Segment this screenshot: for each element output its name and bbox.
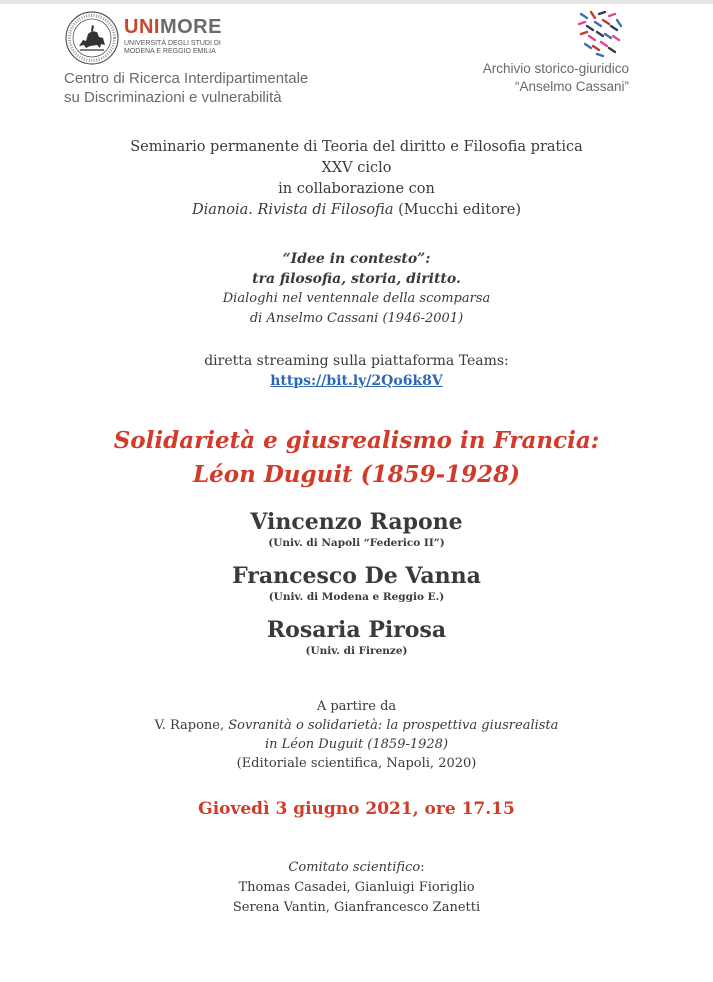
unimore-name: UNIMORE — [124, 16, 222, 38]
committee-members-1: Thomas Casadei, Gianluigi Fioriglio — [238, 880, 475, 895]
book-title-1: Sovranità o solidarietà: la prospettiva giusrealista — [228, 718, 559, 733]
series-sub-2: di Anselmo Cassani (1946-2001) — [249, 311, 464, 326]
book-intro: A partire da — [316, 699, 397, 714]
seminar-collaboration: in collaborazione con — [278, 181, 435, 197]
archivio-bird-logo — [573, 8, 627, 60]
seminar-journal-line — [0, 200, 713, 221]
speaker-affiliation: (Univ. di Modena e Reggio E.) — [268, 591, 445, 603]
streaming-info — [0, 351, 713, 391]
committee-label-line: Comitato scientifico: — [288, 860, 425, 875]
unimore-seal-logo — [64, 10, 120, 66]
seminar-cycle: XXV ciclo — [321, 160, 392, 176]
series-title-2: tra filosofia, storia, diritto. — [252, 271, 461, 287]
journal-publisher: (Mucchi editore) — [393, 202, 521, 218]
speaker-name: Vincenzo Rapone — [250, 509, 463, 535]
event-date: Giovedì 3 giugno 2021, ore 17.15 — [198, 799, 515, 819]
centro-ricerca-name: Centro di Ricerca Interdipartimentale su Discriminazioni e vulnerabilità — [64, 70, 309, 106]
journal-name: Dianoia. Rivista di Filosofia — [192, 202, 394, 218]
book-author-title — [0, 716, 713, 735]
book-publisher: (Editoriale scientifica, Napoli, 2020) — [236, 756, 477, 771]
top-border — [0, 0, 713, 4]
book-title-2: in Léon Duguit (1859-1928) — [264, 737, 449, 752]
main-title-line-2: Léon Duguit (1859-1928) — [192, 461, 521, 488]
seminar-title: Seminario permanente di Teoria del diritto e Filosofia pratica — [130, 139, 583, 155]
unimore-wordmark — [124, 16, 244, 56]
book-author: V. Rapone, — [154, 718, 229, 733]
series-sub-1: Dialoghi nel ventennale della scomparsa — [222, 291, 491, 306]
committee — [0, 858, 713, 918]
committee-members-2: Serena Vantin, Gianfrancesco Zanetti — [232, 900, 481, 915]
streaming-text: diretta streaming sulla piattaforma Teams: — [204, 353, 509, 369]
series-title-1: “Idee in contesto”: — [282, 251, 431, 267]
speaker-name: Francesco De Vanna — [232, 563, 481, 589]
unimore-subtitle: UNIVERSITÀ DEGLI STUDI DI MODENA E REGGIO EMILIA — [124, 40, 221, 55]
committee-label: Comitato scientifico — [288, 860, 421, 875]
speaker-name: Rosaria Pirosa — [266, 617, 447, 643]
speaker-affiliation: (Univ. di Firenze) — [305, 645, 408, 657]
archivio-name: Archivio storico-giuridico “Anselmo Cassani” — [482, 61, 629, 94]
speaker-affiliation: (Univ. di Napoli “Federico II”) — [268, 537, 445, 549]
seminar-info — [0, 137, 713, 221]
speakers-list — [0, 508, 713, 670]
book-reference — [0, 697, 713, 773]
main-title — [0, 424, 713, 492]
streaming-link[interactable]: https://bit.ly/2Qo6k8V — [270, 373, 443, 389]
series-info — [0, 249, 713, 329]
main-title-line-1: Solidarietà e giusrealismo in Francia: — [113, 427, 600, 454]
